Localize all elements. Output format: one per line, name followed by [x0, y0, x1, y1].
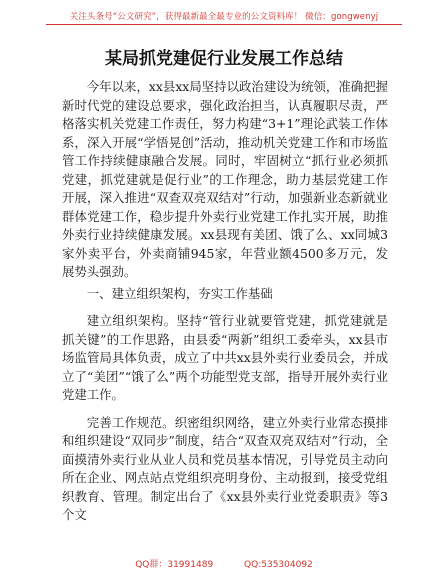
footer-qq-group: QQ群：31991489 [135, 560, 214, 570]
section-heading: 一、建立组织架构，夯实工作基础 [86, 285, 273, 301]
header-note: 关注头条号“公文研究”，获得最新最全最专业的公文资料库！ 微信：gongwenyj [69, 12, 379, 22]
paragraph-intro: 今年以来，xx县xx局坚持以政治建设为统领，准确把握新时代党的建设总要求，强化政治担当，认真履职尽责，严格落实机关党建工作责任，努力构建“3+1”理论武装工作体系，深入开展“学悟晃创”活动，推动机关党建工作和市场监管工作持续健康融合发展。同时，牢固树立“抓行业必须抓党建，抓党建就是促行业”的工作理念，助力基层党建工作开展，深入推进“双查双亮双结对”行动，加强新业态新就业群体党建工作，稳步提升外卖行业党建工作扎实开展，助推外卖行业持续健康发展。xx县现有美团、饿了么、xx同城3家外卖平台，外卖商铺945家，年营业额4500多万元，发展势头强劲。 [62, 79, 388, 279]
document-title: 某局抓党建促行业发展工作总结 [105, 49, 343, 69]
footer-qq: QQ:535304092 [244, 560, 313, 570]
paragraph-structure: 建立组织架构。坚持“管行业就要管党建，抓党建就是抓关键”的工作思路，由县委“两新”组织工委牵头，xx县市场监管局具体负责，成立了中共xx县外卖行业委员会，并成立了“美团”“饿了么”两个功能型党支部，指导开展外卖行业党建工作。 [62, 313, 388, 402]
paragraph-norms: 完善工作规范。织密组织网络，建立外卖行业常态摸排和组织建设“双同步”制度，结合“双查双亮双结对”行动，全面摸清外卖行业从业人员和党员基本情况，引导党员主动向所在企业、网点站点党组织亮明身份、主动报到，接受党组织教育、管理。制定出台了《xx县外卖行业党委职责》等3个文 [62, 414, 388, 522]
header-divider [46, 24, 402, 25]
document-body [62, 78, 388, 525]
footer-contact [0, 557, 448, 570]
